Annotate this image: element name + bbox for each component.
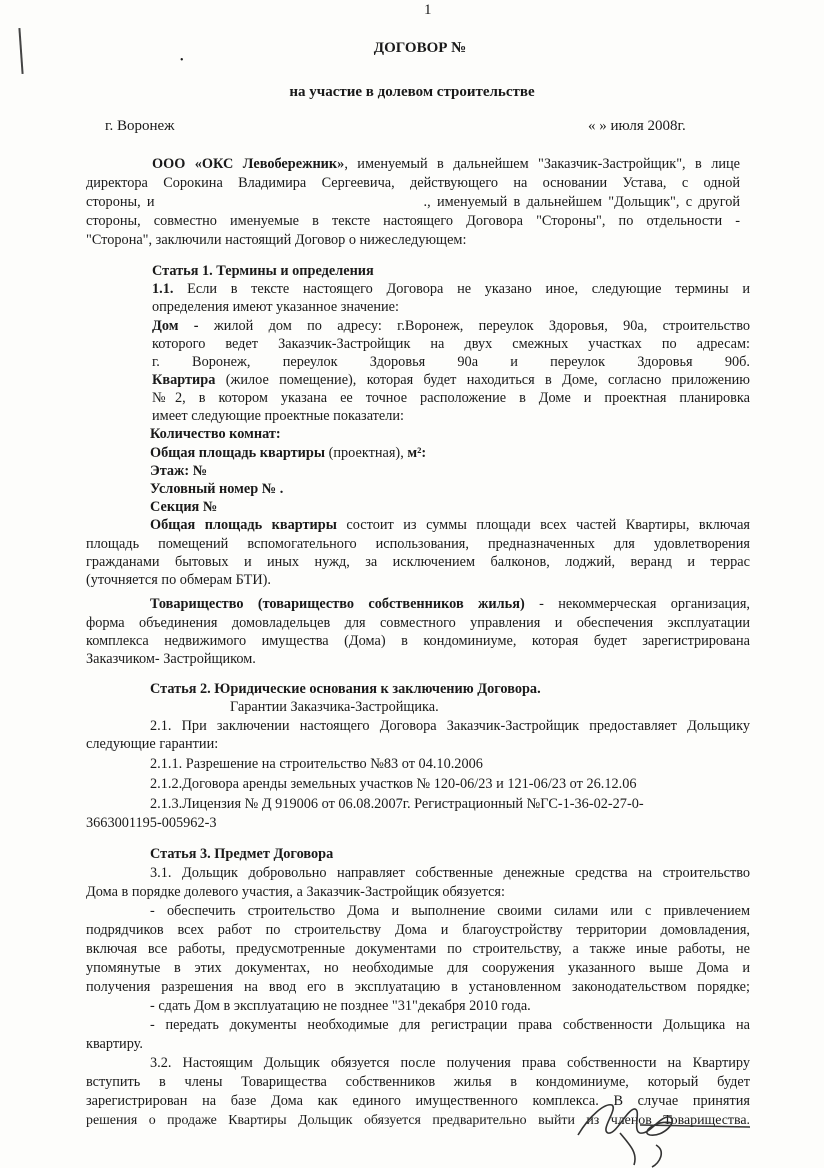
preamble-line: "Сторона", заключили настоящий Договор о нижеследующем: [86, 232, 467, 248]
page-number: 1 [424, 2, 432, 18]
article-3-line: получения разрешения на ввод его в эксплуатацию в установленном законодательством порядке; [86, 979, 750, 995]
preamble-line: стороны, и ., именуемый в дальнейшем "Дольщик", с другой [86, 194, 740, 210]
article-1-line: комплекса недвижимого имущества (Дома) в кондоминиуме, которая будет зарегистрирована [86, 633, 750, 649]
article-3-line: - передать документы необходимые для регистрации права собственности Дольщика на [150, 1017, 750, 1033]
article-1-line: 1.1. Если в тексте настоящего Договора не указано иное, следующие термины и [152, 281, 750, 297]
guarantee-item: 2.1.1. Разрешение на строительство №83 от 04.10.2006 [150, 756, 483, 772]
article-1-line: №2, в котором указана ее точное расположение в Доме и проектная планировка [152, 390, 750, 406]
preamble-line: ООО «ОКС Левобережник», именуемый в дальнейшем "Заказчик-Застройщик", в лице [152, 156, 740, 172]
section-field: Секция № [150, 499, 218, 515]
stray-mark: • [180, 55, 184, 66]
area-field: Общая площадь квартиры (проектная), м²: [150, 445, 427, 461]
contract-date: « » июля 2008г. [588, 118, 686, 134]
article-1-line: г. Воронеж, переулок Здоровья 90а и переулок Здоровья 90б. [152, 354, 750, 370]
rooms-field: Количество комнат: [150, 426, 281, 442]
article-3-line: квартиру. [86, 1036, 143, 1052]
article-3-line: вступить в члены Товарищества собственников жилья в кондоминиуме, который будет [86, 1074, 750, 1090]
article-1-line: Дом - жилой дом по адресу: г.Воронеж, переулок Здоровья, 90а, строительство [152, 318, 750, 334]
preamble-line: директора Сорокина Владимира Сергеевича, действующего на основании Устава, с одной [86, 175, 740, 191]
guarantee-item: 3663001195-005962-3 [86, 815, 217, 831]
preamble-line: стороны, совместно именуемые в тексте настоящего Договора "Стороны", по отдельности - [86, 213, 740, 229]
article-1-line: Товарищество (товарищество собственников жилья) - некоммерческая организация, [150, 596, 751, 612]
article-1-line: которого ведет Заказчик-Застройщик на двух смежных участках по адресам: [152, 336, 750, 352]
article-1-line: определения имеют указанное значение: [152, 299, 400, 315]
contract-title: ДОГОВОР № [373, 40, 467, 56]
article-1-line: имеет следующие проектные показатели: [152, 408, 405, 424]
article-3-line: зарегистрирован на базе Дома как единого имущественного комплекса. В случае принятия [86, 1093, 750, 1109]
guarantee-item: 2.1.3.Лицензия № Д 919006 от 06.08.2007г. Регистрационный №ГС-1-36-02-27-0- [150, 796, 644, 812]
article-3-line: 3.1. Дольщик добровольно направляет собственные денежные средства на строительство [150, 865, 750, 881]
article-2-subheading: Гарантии Заказчика-Застройщика. [230, 699, 439, 715]
contract-subtitle: на участие в долевом строительстве [289, 84, 535, 100]
city: г. Воронеж [105, 118, 175, 134]
cond-number-field: Условный номер № . [150, 481, 284, 497]
guarantee-item: 2.1.2.Договора аренды земельных участков № 120-06/23 и 121-06/23 от 26.12.06 [150, 776, 637, 792]
article-1-line: Заказчиком- Застройщиком. [86, 651, 256, 667]
article-3-line: 3.2. Настоящим Дольщик обязуется после получения права собственности на Квартиру [150, 1055, 750, 1071]
article-1-line: Квартира (жилое помещение), которая будет находиться в Доме, согласно приложению [152, 372, 750, 388]
article-3-line: подрядчиков всех работ по строительству Дома и благоустройству территории домовладения, [86, 922, 750, 938]
article-1-line: (уточняется по обмерам БТИ). [86, 572, 272, 588]
article-3-heading: Статья 3. Предмет Договора [150, 846, 334, 862]
article-2-line: следующие гарантии: [86, 736, 219, 752]
article-2-heading: Статья 2. Юридические основания к заключению Договора. [150, 681, 541, 697]
article-3-line: Дома в порядке долевого участия, а Заказчик-Застройщик обязуется: [86, 884, 505, 900]
article-2-line: 2.1. При заключении настоящего Договора Заказчик-Застройщик предоставляет Дольщику [150, 718, 750, 734]
article-3-line: - обеспечить строительство Дома и выполнение своими силами или с привлечением [150, 903, 750, 919]
article-1-line: Общая площадь квартиры состоит из суммы площади всех частей Квартиры, включая [150, 517, 750, 533]
article-3-line: - сдать Дом в эксплуатацию не позднее "31"декабря 2010 года. [150, 998, 531, 1014]
article-1-line: гражданами бытовых и иных нужд, за исключением балконов, лоджий, веранд и террас [86, 554, 750, 570]
article-3-line: включая все работы, предусмотренные документами по строительству, а также иные работы, не [86, 941, 750, 957]
article-1-line: площадь помещений вспомогательного использования, предназначенных для удовлетворения [86, 536, 750, 552]
signature-icon [560, 1075, 760, 1168]
article-1-line: форма объединения домовладельцев для совместного управления и обеспечения эксплуатации [86, 615, 750, 631]
article-3-line: решения о продаже Квартиры Дольщик обязуется предварительно выйти из членов Товарищества. [86, 1113, 750, 1128]
article-3-line: упомянутые в этих документах, но необходимые для сооружения указанного выше Дома и [86, 960, 750, 976]
article-1-heading: Статья 1. Термины и определения [152, 263, 374, 279]
floor-field: Этаж: № [150, 463, 208, 479]
